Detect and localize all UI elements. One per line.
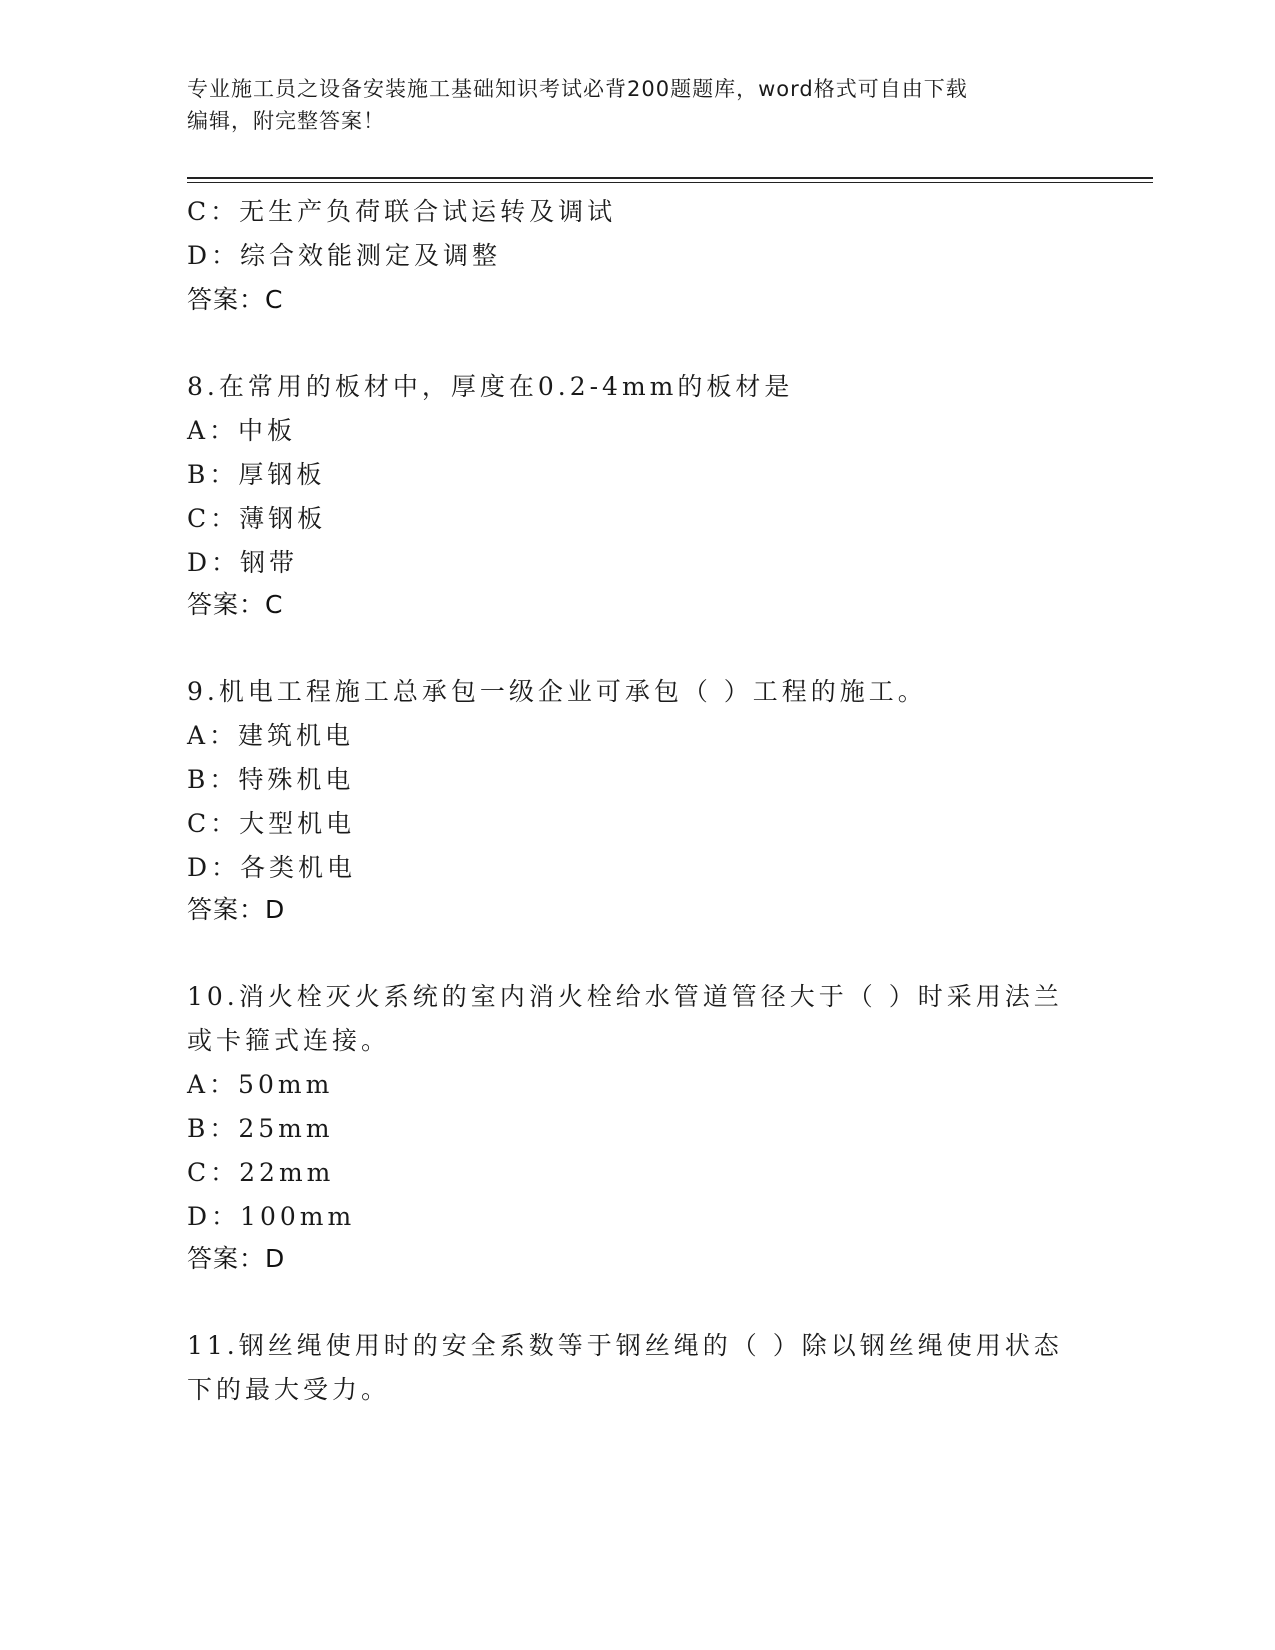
q8-option-c: C：薄钢板: [187, 504, 327, 533]
header-line-1: 专业施工员之设备安装施工基础知识考试必背200题题库，word格式可自由下载: [187, 77, 968, 101]
q8-option-b: B：厚钢板: [187, 460, 326, 489]
q8-answer: 答案：C: [187, 590, 284, 619]
q9-stem: 9.机电工程施工总承包一级企业可承包（ ）工程的施工。: [187, 677, 927, 706]
q8-stem: 8.在常用的板材中，厚度在0.2-4mm的板材是: [187, 372, 794, 401]
q7-option-d: D：综合效能测定及调整: [187, 241, 502, 270]
q9-option-a: A：建筑机电: [187, 721, 355, 750]
q10-answer: 答案：D: [187, 1244, 286, 1273]
q8-option-a: A：中板: [187, 416, 297, 445]
q10-stem-line-2: 或卡箍式连接。: [187, 1026, 391, 1055]
q10-option-b: B：25mm: [187, 1114, 334, 1143]
q9-answer: 答案：D: [187, 895, 286, 924]
q9-option-d: D：各类机电: [187, 853, 357, 882]
q9-option-b: B：特殊机电: [187, 765, 355, 794]
q10-option-a: A：50mm: [187, 1070, 334, 1099]
q11-stem-line-2: 下的最大受力。: [187, 1375, 391, 1404]
q9-option-c: C：大型机电: [187, 809, 356, 838]
q11-stem-line-1: 11.钢丝绳使用时的安全系数等于钢丝绳的（ ）除以钢丝绳使用状态: [187, 1331, 1063, 1360]
document-header: [187, 73, 1067, 137]
q8-option-d: D：钢带: [187, 548, 299, 577]
q10-stem-line-1: 10.消火栓灭火系统的室内消火栓给水管道管径大于（ ）时采用法兰: [187, 982, 1063, 1011]
header-line-2: 编辑，附完整答案！: [187, 109, 385, 133]
header-divider-thick: [187, 177, 1153, 179]
q10-option-c: C：22mm: [187, 1158, 335, 1187]
q7-option-c: C：无生产负荷联合试运转及调试: [187, 197, 617, 226]
q7-answer: 答案：C: [187, 285, 284, 314]
header-divider-thin: [187, 182, 1153, 183]
q10-option-d: D：100mm: [187, 1202, 356, 1231]
